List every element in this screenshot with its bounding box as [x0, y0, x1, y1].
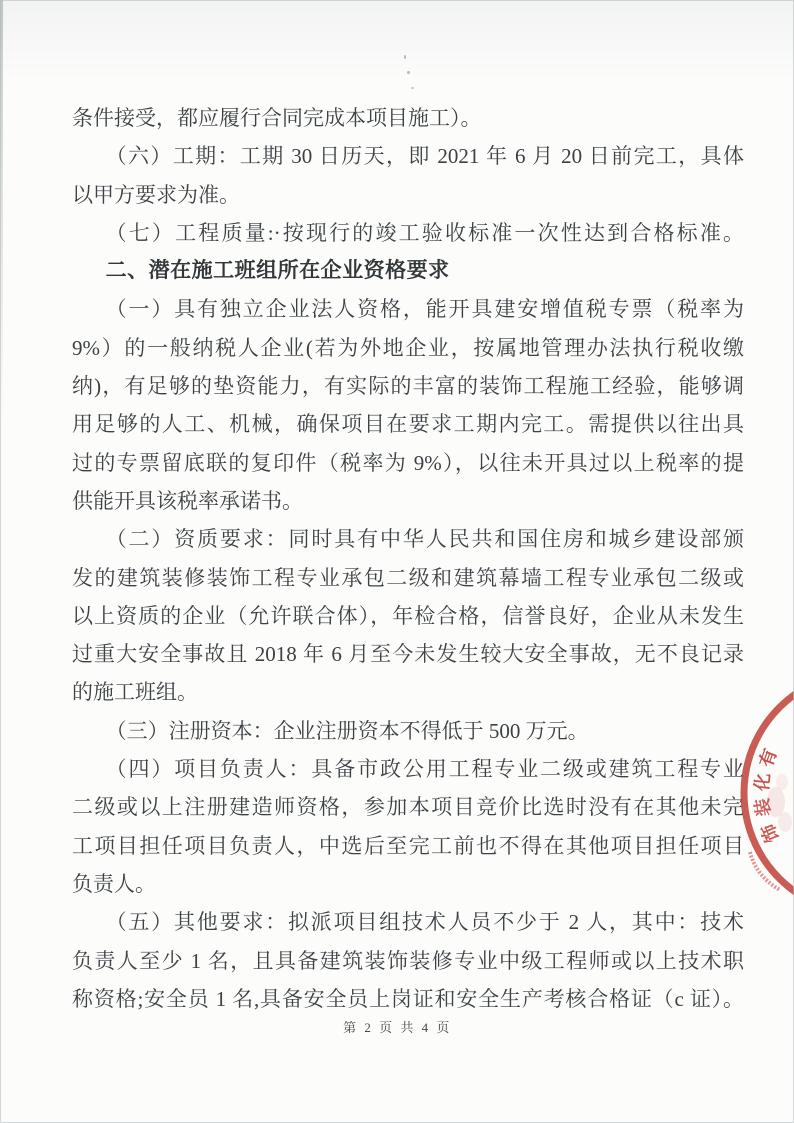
text-line: 负责人。 — [72, 871, 156, 896]
text-line: 条件接受，都应履行合同完成本项目施工）。 — [72, 106, 482, 130]
seal-ink-blotch — [778, 812, 792, 832]
text-line: 发的建筑装修装饰工程专业承包二级和建筑幕墙工程专业承包二级或 — [72, 565, 744, 590]
text-line: （五）其他要求：拟派项目组技术人员不少于 2 人，其中：技术 — [105, 910, 744, 935]
text-line: 的施工班组。 — [72, 680, 198, 705]
text-line: （二）资质要求：同时具有中华人民共和国住房和城乡建设部颁 — [105, 527, 744, 552]
seal-ink-blotch — [776, 774, 788, 790]
text-line: （六）工期：工期 30 日历天，即 2021 年 6 月 20 日前完工，具体 — [105, 144, 744, 169]
text-line: 用足够的人工、机械，确保项目在要求工期内完工。需提供以往出具 — [72, 412, 744, 437]
text-line: 以上资质的企业（允许联合体），年检合格，信誉良好，企业从未发生 — [72, 603, 744, 628]
text-line: （四）项目负责人：具备市政公用工程专业二级或建筑工程专业 — [105, 757, 744, 782]
seal-character: 有 — [755, 745, 781, 770]
scan-artifact — [407, 71, 410, 74]
document-body — [72, 99, 744, 1018]
text-line: （一）具有独立企业法人资格，能开具建安增值税专票（税率为 — [105, 297, 744, 322]
scan-edge-shading — [0, 0, 794, 96]
text-line: 过重大安全事故且 2018 年 6 月至今未发生较大安全事故，无不良记录 — [72, 642, 744, 667]
section-heading: 二、潜在施工班组所在企业资格要求 — [105, 259, 450, 283]
scan-edge-shading — [0, 0, 3, 430]
text-line: 称资格;安全员 1 名,具备安全员上岗证和安全生产考核合格证（c 证）。 — [72, 986, 744, 1011]
seal-character: 饰 — [757, 821, 783, 846]
text-line: 供能开具该税率承诺书。 — [72, 488, 303, 513]
text-line: （七）工程质量:·按现行的竣工验收标准一次性达到合格标准。 — [105, 220, 744, 245]
text-line: 二级或以上注册建造师资格，参加本项目竞价比选时没有在其他未完 — [72, 795, 744, 820]
text-line: 工项目担任项目负责人，中选后至完工前也不得在其他项目担任项目 — [72, 833, 744, 858]
text-line: 负责人至少 1 名，且具备建筑装饰装修专业中级工程师或以上技术职 — [72, 948, 744, 973]
company-seal-stamp — [736, 690, 794, 900]
seal-character: 化 — [751, 772, 774, 793]
scan-artifact — [411, 87, 414, 89]
text-line: 9%）的一般纳税人企业(若为外地企业，按属地管理办法执行税收缴 — [72, 335, 744, 360]
text-line: 过的专票留底联的复印件（税率为 9%），以往未开具过以上税率的提 — [72, 450, 744, 475]
text-line: 以甲方要求为准。 — [72, 182, 240, 207]
seal-character: 装 — [751, 796, 775, 818]
scan-artifact — [404, 55, 406, 59]
page-number: 第 2 页 共 4 页 — [343, 1020, 451, 1035]
text-line: （三）注册资本：企业注册资本不得低于 500 万元。 — [105, 718, 589, 743]
text-line: 纳)，有足够的垫资能力，有实际的丰富的装饰工程施工经验，能够调 — [72, 374, 744, 399]
